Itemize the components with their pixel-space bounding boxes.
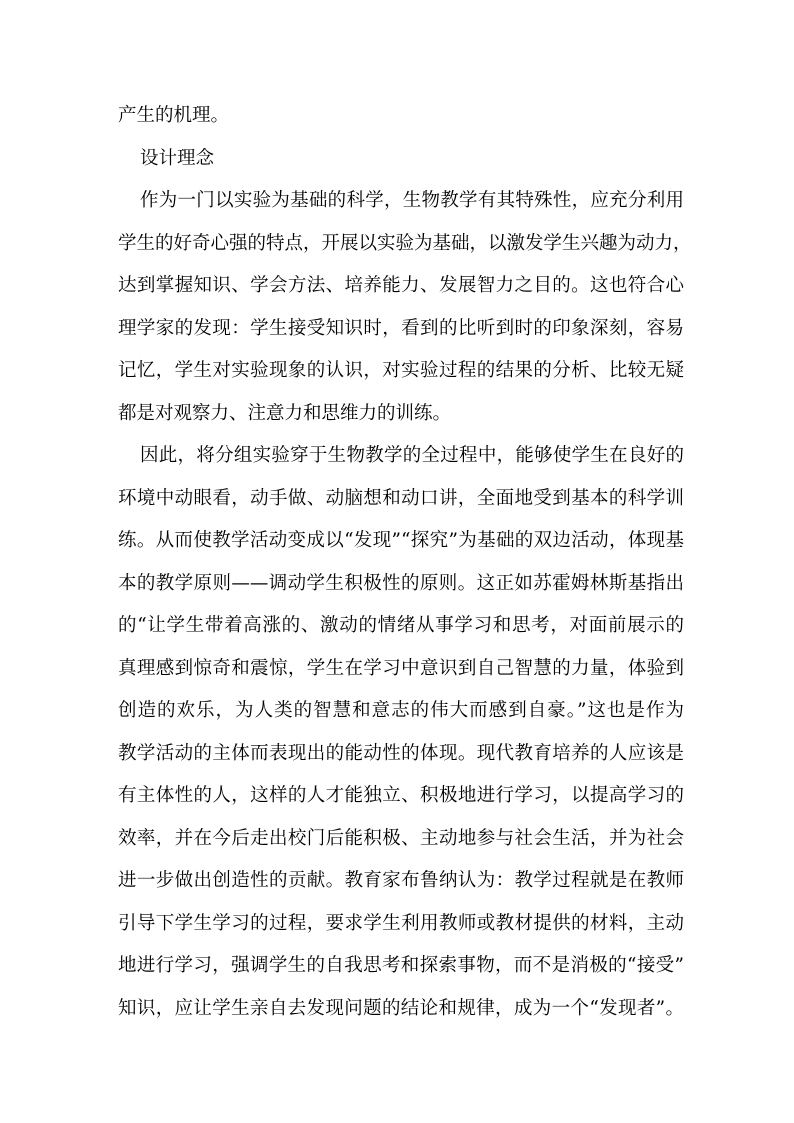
text-line: 创造的欢乐，为人类的智慧和意志的伟大而感到自豪。”这也是作为 bbox=[118, 700, 684, 721]
text-line: 的“让学生带着高涨的、激动的情绪从事学习和思考，对面前展示的 bbox=[118, 615, 684, 636]
section-heading: 设计理念 bbox=[140, 148, 215, 169]
text-line: 因此，将分组实验穿于生物教学的全过程中，能够使学生在良好的 bbox=[140, 445, 684, 466]
text-line: 真理感到惊奇和震惊，学生在学习中意识到自己智慧的力量，体验到 bbox=[118, 658, 684, 679]
text-line: 练。从而使教学活动变成以“发现”“探究”为基础的双边活动，体现基 bbox=[118, 530, 684, 551]
text-line: 效率，并在今后走出校门后能积极、主动地参与社会生活，并为社会 bbox=[118, 828, 684, 849]
text-line: 学生的好奇心强的特点，开展以实验为基础，以激发学生兴趣为动力， bbox=[118, 233, 692, 254]
text-line: 地进行学习，强调学生的自我思考和探索事物，而不是消极的“接受” bbox=[118, 955, 684, 976]
text-line: 知识，应让学生亲自去发现问题的结论和规律，成为一个“发现者”。 bbox=[118, 998, 684, 1019]
text-line: 记忆，学生对实验现象的认识，对实验过程的结果的分析、比较无疑 bbox=[118, 360, 684, 381]
text-line: 环境中动眼看，动手做、动脑想和动口讲，全面地受到基本的科学训 bbox=[118, 488, 684, 509]
text-line: 有主体性的人，这样的人才能独立、积极地进行学习，以提高学习的 bbox=[118, 785, 684, 806]
text-line: 作为一门以实验为基础的科学，生物教学有其特殊性，应充分利用 bbox=[140, 190, 684, 211]
text-line: 教学活动的主体而表现出的能动性的体现。现代教育培养的人应该是 bbox=[118, 743, 684, 764]
text-line: 进一步做出创造性的贡献。教育家布鲁纳认为：教学过程就是在教师 bbox=[118, 870, 684, 891]
text-line: 达到掌握知识、学会方法、培养能力、发展智力之目的。这也符合心 bbox=[118, 275, 684, 296]
text-line: 产生的机理。 bbox=[118, 105, 230, 126]
text-line: 引导下学生学习的过程，要求学生利用教师或教材提供的材料，主动 bbox=[118, 913, 684, 934]
text-line: 理学家的发现：学生接受知识时，看到的比听到时的印象深刻，容易 bbox=[118, 318, 684, 339]
text-line: 本的教学原则——调动学生积极性的原则。这正如苏霍姆林斯基指出 bbox=[118, 573, 684, 594]
text-line: 都是对观察力、注意力和思维力的训练。 bbox=[118, 403, 452, 424]
